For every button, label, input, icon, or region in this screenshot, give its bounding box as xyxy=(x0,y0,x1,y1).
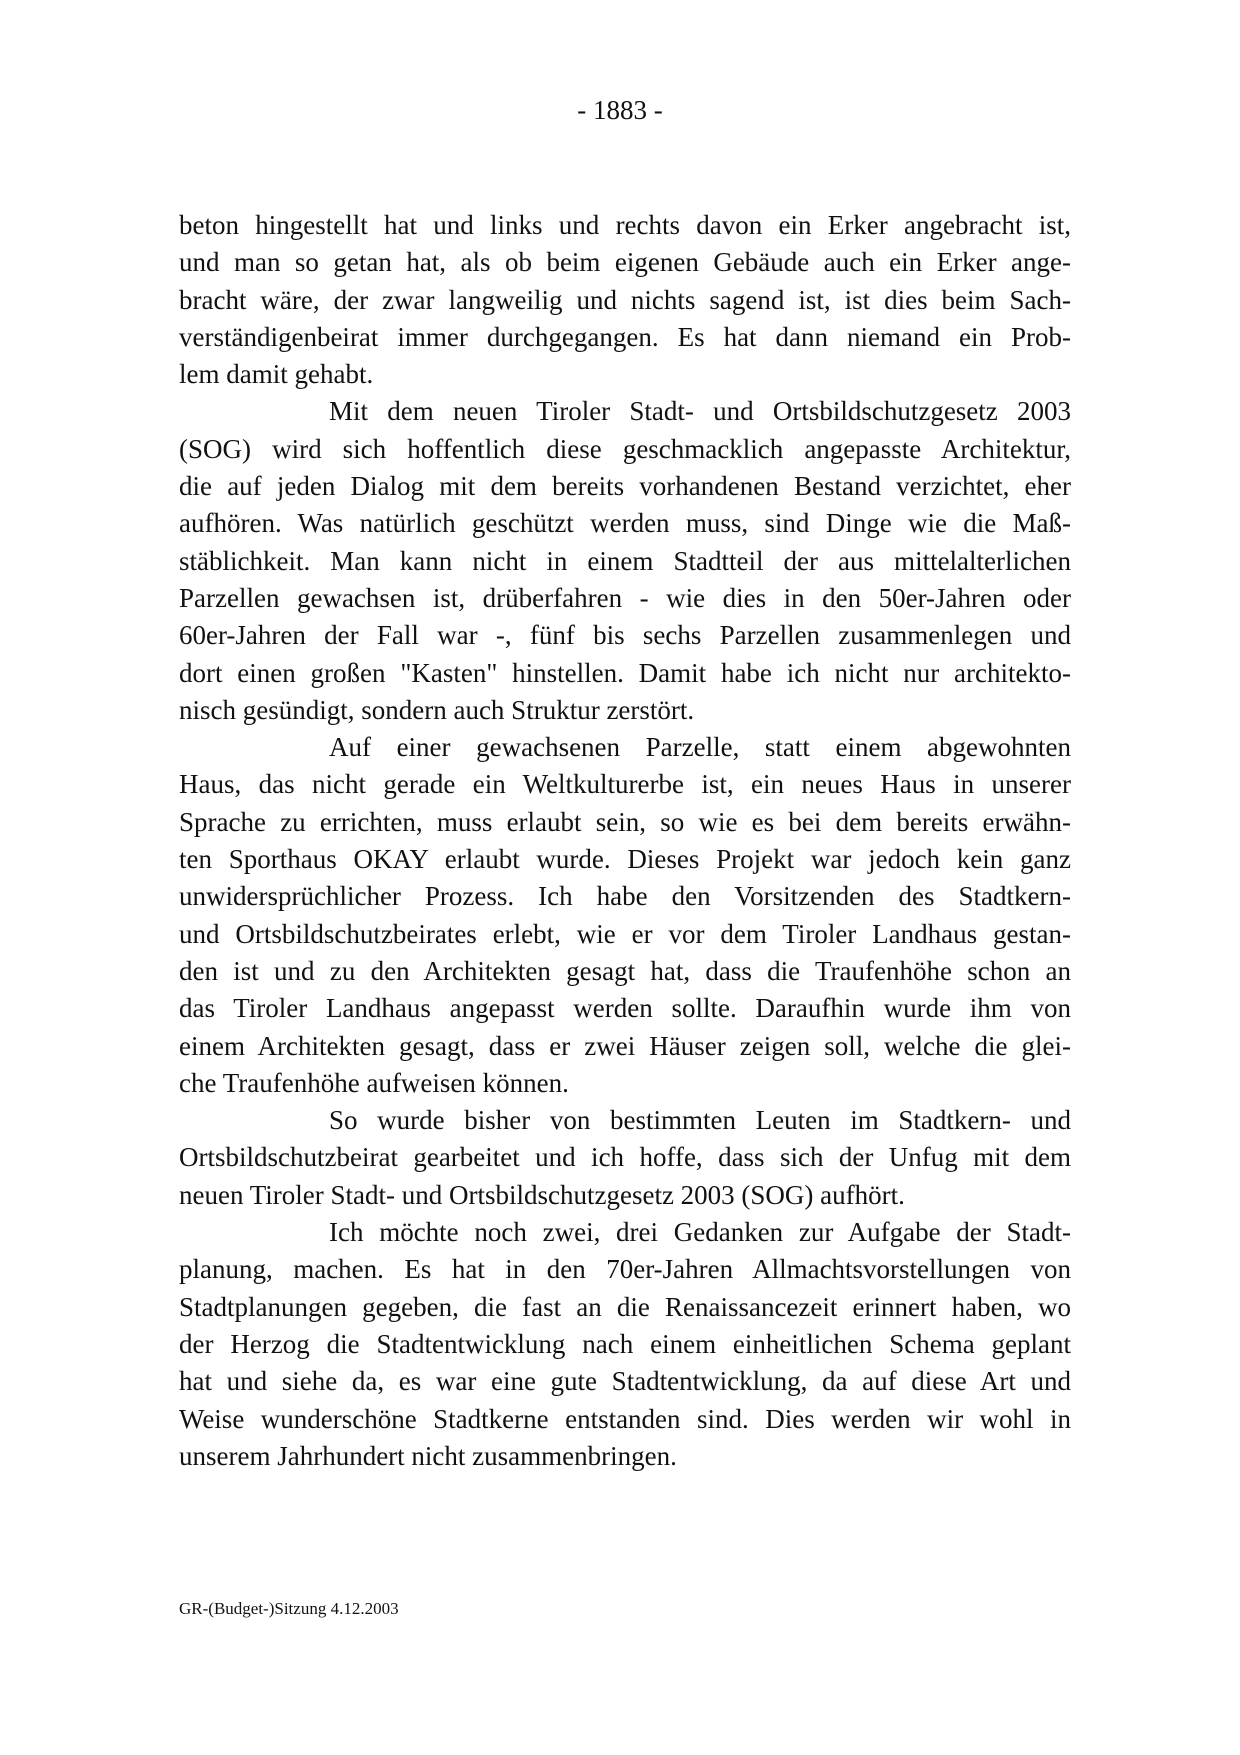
text-line: unserem Jahrhundert nicht zusammenbringen. xyxy=(179,1440,677,1471)
text-line: (SOG) wird sich hoffentlich diese geschmacklich angepasste Architektur, xyxy=(179,433,1071,464)
text-line: Sprache zu errichten, muss erlaubt sein, so wie es bei dem bereits erwähn- xyxy=(179,806,1071,837)
page-number: - 1883 - xyxy=(577,95,663,125)
text-line: den ist und zu den Architekten gesagt hat, dass die Traufenhöhe schon an xyxy=(179,955,1071,986)
text-line: der Herzog die Stadtentwicklung nach einem einheitlichen Schema geplant xyxy=(179,1328,1071,1359)
text-line: beton hingestellt hat und links und rechts davon ein Erker angebracht ist, xyxy=(179,210,1071,240)
text-line: und Ortsbildschutzbeirates erlebt, wie er vor dem Tiroler Landhaus gestan- xyxy=(179,918,1071,949)
paragraph xyxy=(179,1102,1071,1214)
paragraph xyxy=(179,207,1071,393)
text-line: neuen Tiroler Stadt- und Ortsbildschutzgesetz 2003 (SOG) aufhört. xyxy=(179,1179,905,1210)
paragraph xyxy=(179,1214,1071,1475)
text-line: che Traufenhöhe aufweisen können. xyxy=(179,1067,569,1098)
text-line: planung, machen. Es hat in den 70er-Jahren Allmachtsvorstellungen von xyxy=(179,1254,1071,1285)
text-line: verständigenbeirat immer durchgegangen. Es hat dann niemand ein Prob- xyxy=(179,321,1071,352)
text-line: einem Architekten gesagt, dass er zwei Häuser zeigen soll, welche die glei- xyxy=(179,1030,1071,1061)
text-line: 60er-Jahren der Fall war -, fünf bis sechs Parzellen zusammenlegen und xyxy=(179,620,1071,651)
text-line: stäblichkeit. Man kann nicht in einem Stadtteil der aus mittelalterlichen xyxy=(179,545,1071,576)
text-line: Parzellen gewachsen ist, drüberfahren - wie dies in den 50er-Jahren oder xyxy=(179,582,1071,613)
text-line: dort einen großen "Kasten" hinstellen. Damit habe ich nicht nur architekto- xyxy=(179,657,1071,688)
text-line: Auf einer gewachsenen Parzelle, statt einem abgewohnten xyxy=(329,732,1071,763)
text-line: Ich möchte noch zwei, drei Gedanken zur Aufgabe der Stadt- xyxy=(329,1217,1071,1248)
text-line: die auf jeden Dialog mit dem bereits vorhandenen Bestand verzichtet, eher xyxy=(179,471,1071,502)
text-line: und man so getan hat, als ob beim eigenen Gebäude auch ein Erker ange- xyxy=(179,247,1071,278)
text-line: Ortsbildschutzbeirat gearbeitet und ich hoffe, dass sich der Unfug mit dem xyxy=(179,1142,1071,1173)
paragraph xyxy=(179,393,1071,729)
text-line: hat und siehe da, es war eine gute Stadtentwicklung, da auf diese Art und xyxy=(179,1366,1071,1397)
text-line: Mit dem neuen Tiroler Stadt- und Ortsbildschutzgesetz 2003 xyxy=(329,396,1071,427)
text-line: bracht wäre, der zwar langweilig und nichts sagend ist, ist dies beim Sach- xyxy=(179,284,1071,315)
text-line: ten Sporthaus OKAY erlaubt wurde. Dieses Projekt war jedoch kein ganz xyxy=(179,844,1071,875)
document-body xyxy=(179,207,1071,1475)
text-line: Weise wunderschöne Stadtkerne entstanden sind. Dies werden wir wohl in xyxy=(179,1403,1071,1434)
page-footer: GR-(Budget-)Sitzung 4.12.2003 xyxy=(179,1599,399,1618)
text-line: unwidersprüchlicher Prozess. Ich habe den Vorsitzenden des Stadtkern- xyxy=(179,881,1071,912)
text-line: nisch gesündigt, sondern auch Struktur zerstört. xyxy=(179,694,695,725)
text-line: Haus, das nicht gerade ein Weltkulturerbe ist, ein neues Haus in unserer xyxy=(179,769,1071,800)
text-line: So wurde bisher von bestimmten Leuten im Stadtkern- und xyxy=(329,1105,1071,1136)
text-line: lem damit gehabt. xyxy=(179,359,374,390)
paragraph xyxy=(179,729,1071,1102)
text-line: das Tiroler Landhaus angepasst werden sollte. Daraufhin wurde ihm von xyxy=(179,993,1071,1024)
text-line: Stadtplanungen gegeben, die fast an die Renaissancezeit erinnert haben, wo xyxy=(179,1291,1071,1322)
text-line: aufhören. Was natürlich geschützt werden muss, sind Dinge wie die Maß- xyxy=(179,508,1071,539)
